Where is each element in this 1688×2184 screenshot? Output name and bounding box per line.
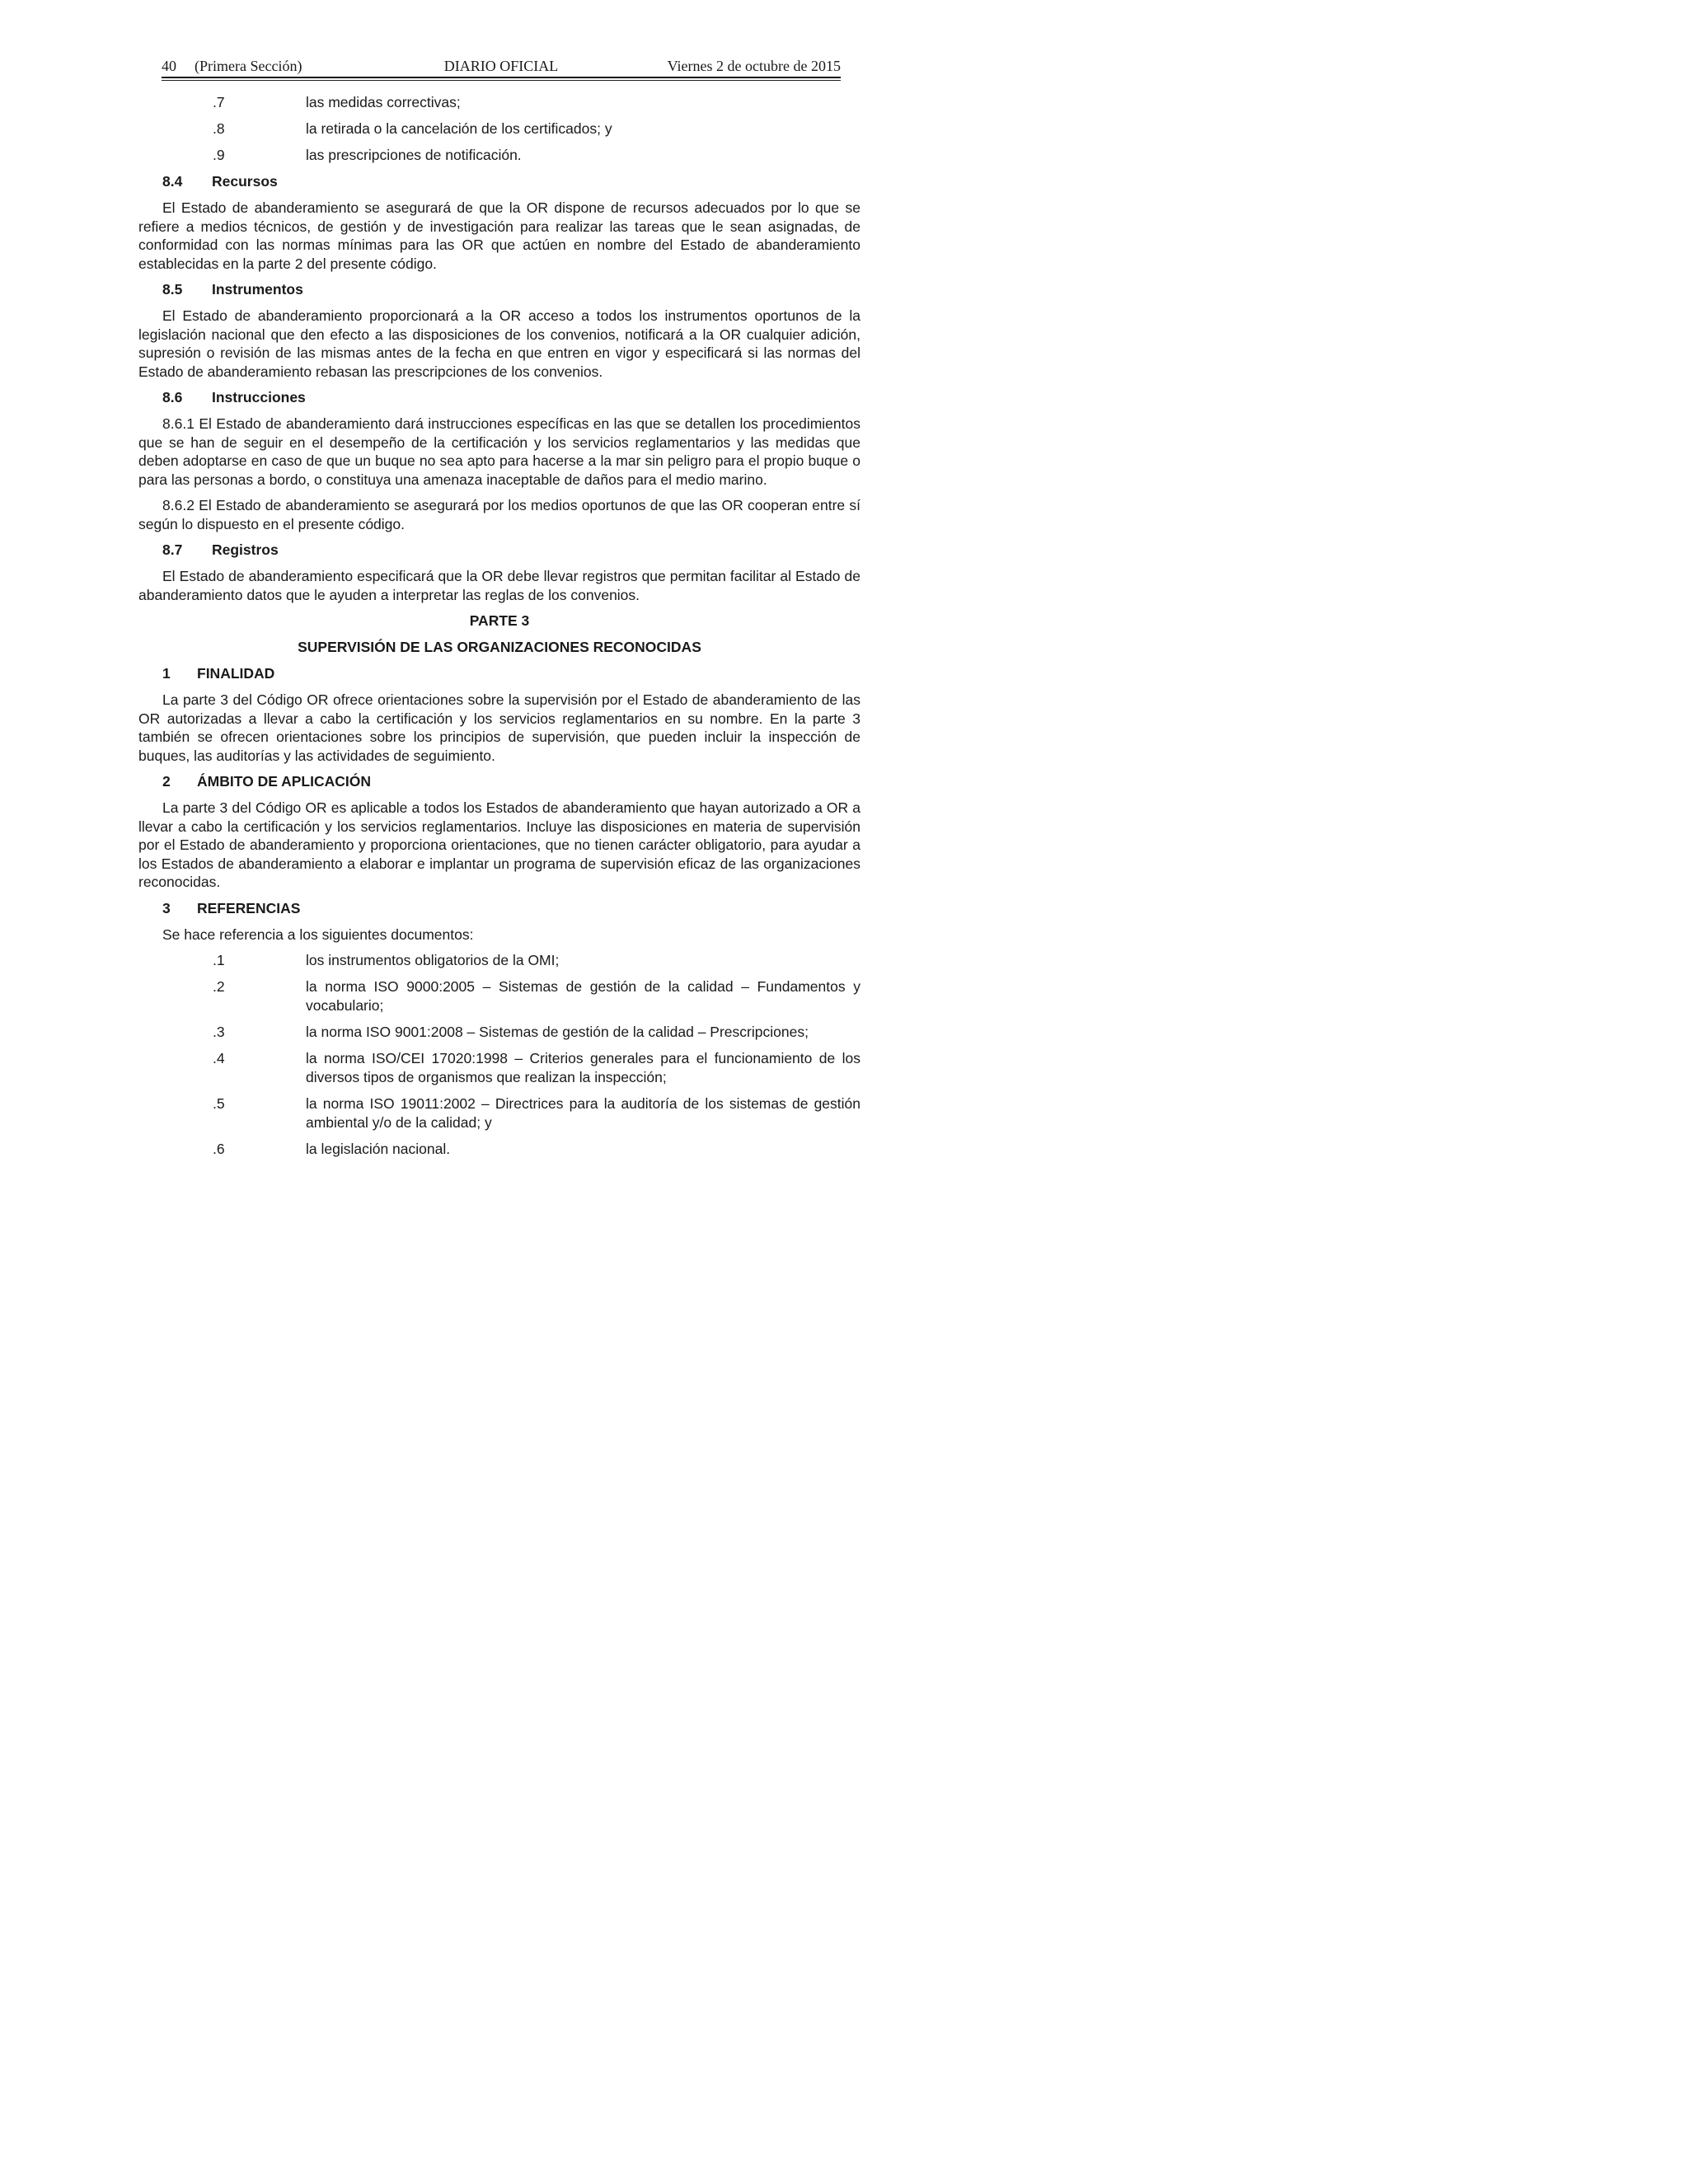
document-page: [0, 0, 1009, 1305]
list-item-number: .4: [213, 1050, 225, 1066]
section-heading: [138, 172, 860, 191]
section-number: 8.4: [162, 173, 183, 190]
list-item-text: los instrumentos obligatorios de la OMI;: [306, 952, 560, 968]
list-item: [138, 1023, 860, 1042]
list-item: [138, 1140, 860, 1159]
header-rule-thick: [162, 77, 841, 78]
list-item: [138, 120, 860, 138]
publication-title: DIARIO OFICIAL: [443, 58, 559, 74]
list-item-text: la retirada o la cancelación de los certificados; y: [306, 120, 612, 137]
section-heading: [138, 772, 860, 791]
list-item-number: .5: [213, 1095, 225, 1112]
list-item-text: las medidas correctivas;: [306, 94, 461, 110]
list-item: [138, 977, 860, 1015]
section-heading: [138, 899, 860, 918]
section-number: 2: [162, 773, 171, 790]
list-item-text: la norma ISO 9001:2008 – Sistemas de gestión de la calidad – Prescripciones;: [306, 1024, 809, 1040]
section-title: FINALIDAD: [197, 665, 275, 682]
section-heading: [138, 541, 860, 560]
list-item-text: las prescripciones de notificación.: [306, 147, 522, 163]
section-heading: [138, 280, 860, 299]
section-title: Instrucciones: [212, 389, 306, 405]
list-item-text: la legislación nacional.: [306, 1141, 451, 1157]
section-heading: [138, 388, 860, 407]
header-rule-thin: [162, 80, 841, 81]
list-item-number: .6: [213, 1141, 225, 1157]
section-number: 3: [162, 899, 171, 916]
list-item-number: .1: [213, 952, 225, 968]
paragraph: El Estado de abanderamiento proporcionará a la OR acceso a todos los instrumentos oportunos de la legislación nacional que den efecto a las disposiciones de los convenios, notificará a la OR cualquier adición, supresión o revisión de las mismas antes de la fecha en que entren en vigor y especificará si las normas del Estado de abanderamiento rebasan las prescripciones de los convenios.: [138, 307, 860, 380]
section-number: 1: [162, 665, 171, 682]
list-item: [138, 93, 860, 112]
list-item-text: la norma ISO 19011:2002 – Directrices para la auditoría de los sistemas de gestión ambiental y/o de la calidad; y: [306, 1095, 860, 1131]
page-number: 40: [162, 58, 176, 74]
paragraph: El Estado de abanderamiento se asegurará de que la OR dispone de recursos adecuados por lo que se refiere a medios técnicos, de gestión y de investigación para realizar las tareas que le sean asignadas, de conformidad con las normas mínimas para las OR que actúen en nombre del Estado de abanderamiento establecidas en la parte 2 del presente código.: [138, 199, 860, 272]
list-item-number: .2: [213, 978, 225, 995]
section-title: REFERENCIAS: [197, 899, 301, 916]
section-number: 8.5: [162, 281, 183, 298]
paragraph: La parte 3 del Código OR es aplicable a todos los Estados de abanderamiento que hayan autorizado a OR a llevar a cabo la certificación y los servicios reglamentarios. Incluye las disposiciones en materia de supervisión por el Estado de abanderamiento y proporciona orientaciones, que no tienen carácter obligatorio, para ayudar a los Estados de abanderamiento a elaborar e implantar un programa de supervisión eficaz de las organizaciones reconocidas.: [138, 799, 860, 890]
part-label: PARTE 3: [469, 612, 530, 629]
publication-date: Viernes 2 de octubre de 2015: [667, 58, 841, 74]
list-item-text: la norma ISO 9000:2005 – Sistemas de gestión de la calidad – Fundamentos y vocabulario;: [306, 978, 860, 1014]
list-item: [138, 146, 860, 165]
section-title: Registros: [212, 541, 279, 558]
section-title: Instrumentos: [212, 281, 303, 298]
paragraph: El Estado de abanderamiento especificará que la OR debe llevar registros que permitan facilitar al Estado de abanderamiento datos que le ayuden a interpretar las reglas de los convenios.: [138, 568, 860, 603]
section-label: (Primera Sección): [195, 58, 302, 74]
list-item-number: .3: [213, 1024, 225, 1040]
list-item: [138, 1049, 860, 1087]
list-item-number: .7: [213, 94, 225, 110]
document-body: [138, 93, 860, 1166]
paragraph: La parte 3 del Código OR ofrece orientaciones sobre la supervisión por el Estado de abanderamiento de las OR autorizadas a llevar a cabo la certificación y los servicios reglamentarios en su nombre. En la parte 3 también se ofrecen orientaciones sobre los principios de supervisión, que pueden incluir la inspección de buques, las auditorías y las actividades de seguimiento.: [138, 691, 860, 764]
paragraph: 8.6.2 El Estado de abanderamiento se asegurará por los medios oportunos de que las OR cooperan entre sí según lo dispuesto en el presente código.: [138, 497, 860, 532]
list-item-number: .9: [213, 147, 225, 163]
paragraph: 8.6.1 El Estado de abanderamiento dará instrucciones específicas en las que se detallen los procedimientos que se han de seguir en el desempeño de la certificación y los servicios reglamentarios y las medidas que deben adoptarse en caso de que un buque no sea apto para hacerse a la mar sin peligro para el propio buque o para las personas a bordo, o constituya una amenaza inaceptable de daños para el medio marino.: [138, 415, 860, 488]
section-title: Recursos: [212, 173, 278, 190]
paragraph: Se hace referencia a los siguientes documentos:: [162, 926, 474, 943]
list-item: [138, 951, 860, 970]
section-heading: [138, 664, 860, 683]
list-item-text: la norma ISO/CEI 17020:1998 – Criterios generales para el funcionamiento de los diversos tipos de organismos que realizan la inspección;: [306, 1050, 860, 1085]
part-title: SUPERVISIÓN DE LAS ORGANIZACIONES RECONOCIDAS: [298, 639, 701, 655]
list-item: [138, 1094, 860, 1132]
section-number: 8.6: [162, 389, 183, 405]
section-title: ÁMBITO DE APLICACIÓN: [197, 773, 371, 790]
list-item-number: .8: [213, 120, 225, 137]
section-number: 8.7: [162, 541, 183, 558]
page-header: [162, 56, 841, 76]
